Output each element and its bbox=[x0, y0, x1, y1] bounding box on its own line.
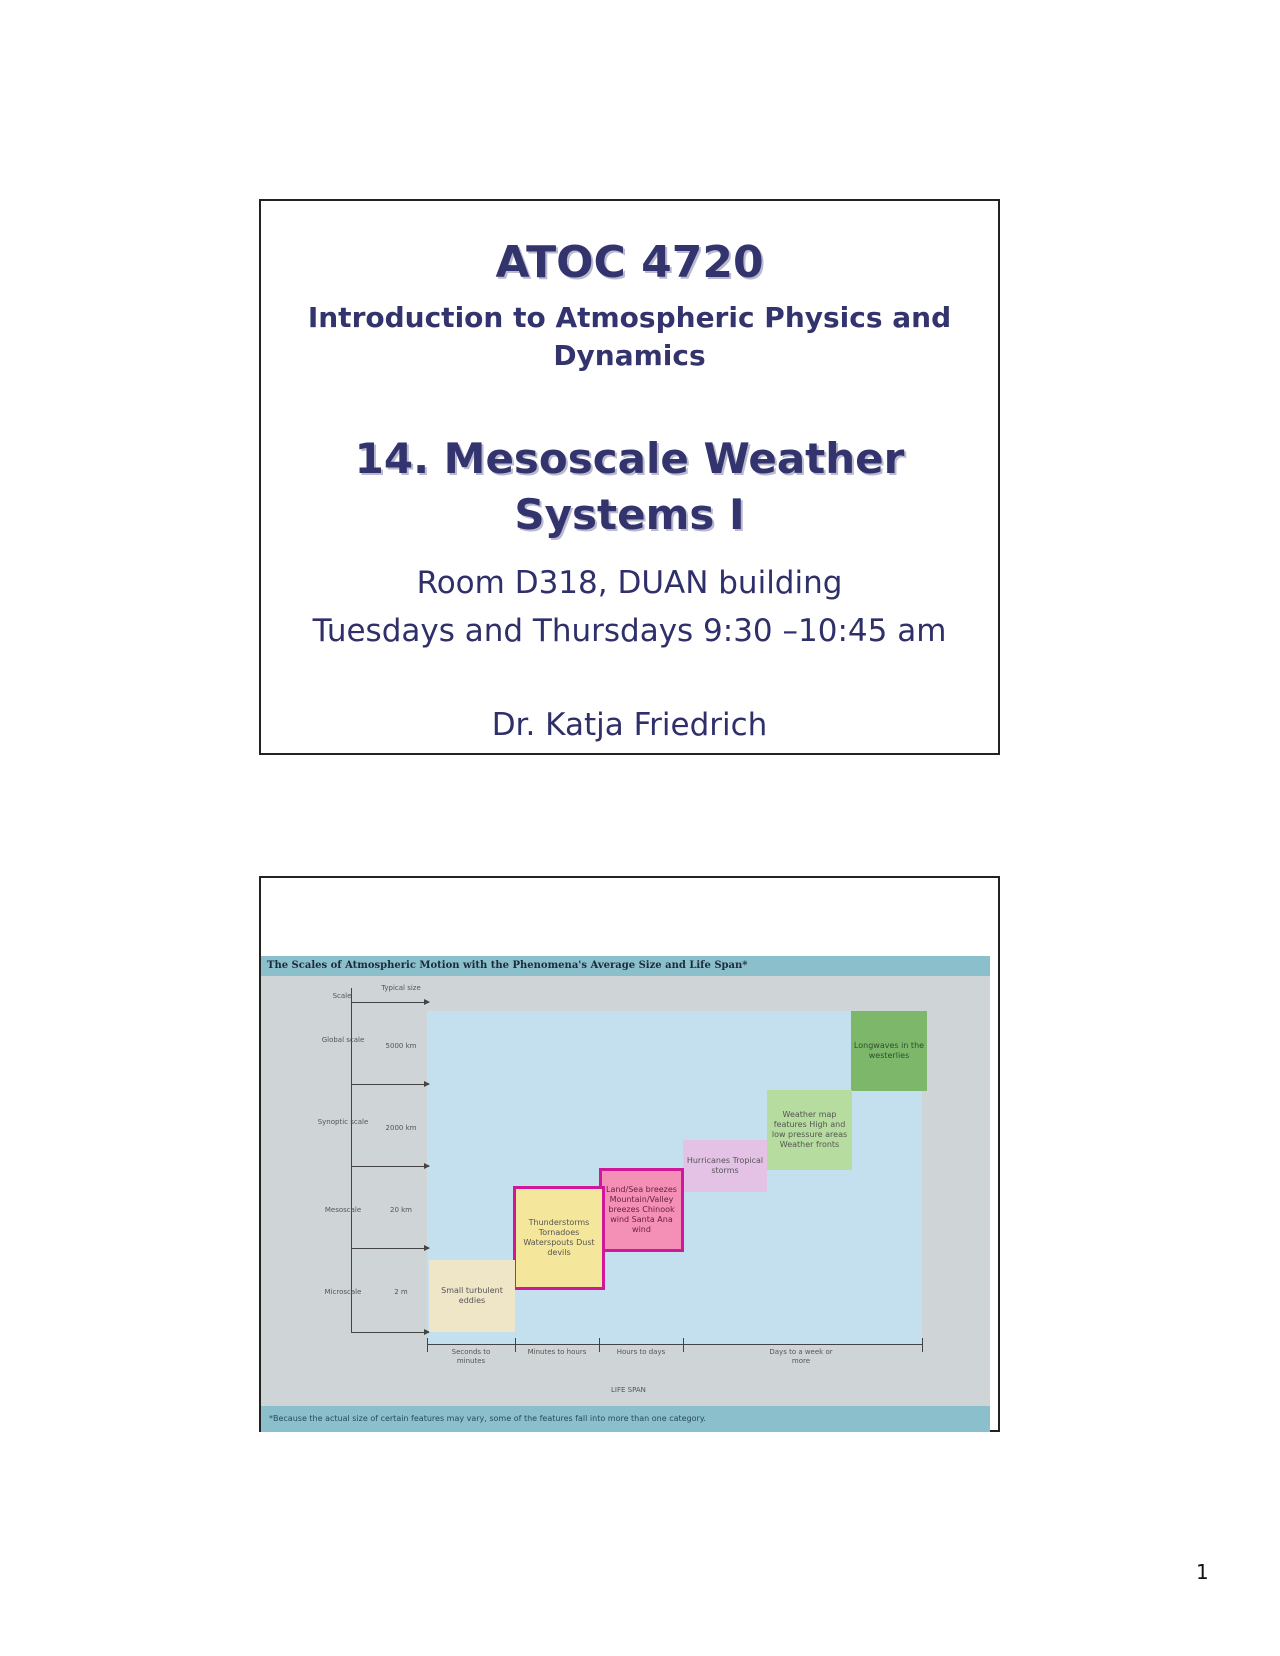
scale-label-mesoscale: Mesoscale bbox=[324, 1206, 362, 1214]
phenomenon-longwaves: Longwaves in the westerlies bbox=[851, 1011, 927, 1091]
scale-label-synoptic: Synoptic scale bbox=[317, 1118, 369, 1126]
size-label-global: 5000 km bbox=[385, 1042, 417, 1050]
room-info: Room D318, DUAN building bbox=[416, 565, 843, 601]
scale-divider bbox=[351, 1084, 429, 1085]
scale-column-header: Scale bbox=[332, 992, 352, 1000]
lecture-title-line2: Systems I bbox=[514, 490, 745, 539]
life-span-axis bbox=[427, 1344, 922, 1345]
life-span-label: Hours to days bbox=[616, 1348, 666, 1356]
size-label-mesoscale: 20 km bbox=[389, 1206, 412, 1214]
scale-label-microscale: Microscale bbox=[324, 1288, 362, 1296]
time-info: Tuesdays and Thursdays 9:30 –10:45 am bbox=[312, 613, 947, 649]
figure-slide bbox=[259, 876, 1000, 1432]
phenomenon-land-sea-breezes: Land/Sea breezes Mountain/Valley breezes Chinook wind Santa Ana wind bbox=[599, 1168, 684, 1252]
scale-divider bbox=[351, 1248, 429, 1249]
title-slide bbox=[259, 199, 1000, 755]
lecture-title bbox=[281, 431, 978, 543]
phenomenon-thunderstorms: Thunderstorms Tornadoes Waterspouts Dust devils bbox=[513, 1186, 605, 1290]
scale-label-global: Global scale bbox=[321, 1036, 365, 1044]
life-span-axis-title: LIFE SPAN bbox=[611, 1386, 646, 1394]
life-span-label: Seconds to minutes bbox=[451, 1348, 491, 1365]
scales-figure bbox=[261, 956, 990, 1432]
course-title: ATOC 4720 bbox=[495, 237, 764, 288]
phenomenon-weather-map: Weather map features High and low pressure areas Weather fronts bbox=[767, 1090, 852, 1170]
course-subtitle bbox=[281, 299, 978, 375]
course-subtitle-line1: Introduction to Atmospheric Physics and bbox=[307, 301, 952, 334]
instructor-name: Dr. Katja Friedrich bbox=[491, 707, 768, 743]
phenomenon-hurricanes: Hurricanes Tropical storms bbox=[683, 1140, 767, 1192]
life-span-tick bbox=[427, 1338, 428, 1352]
scale-divider bbox=[351, 1166, 429, 1167]
scale-divider bbox=[351, 1002, 429, 1003]
figure-title: The Scales of Atmospheric Motion with the Phenomena's Average Size and Life Span* bbox=[261, 956, 990, 976]
size-column-header: Typical size bbox=[381, 984, 421, 992]
size-label-microscale: 2 m bbox=[394, 1288, 408, 1296]
size-label-synoptic: 2000 km bbox=[385, 1124, 417, 1132]
phenomenon-eddies: Small turbulent eddies bbox=[429, 1260, 515, 1332]
lecture-title-line1: 14. Mesoscale Weather bbox=[354, 434, 905, 483]
scale-divider bbox=[351, 1332, 429, 1333]
page-number: 1 bbox=[1196, 1560, 1209, 1584]
life-span-tick bbox=[683, 1338, 684, 1352]
life-span-tick bbox=[922, 1338, 923, 1352]
life-span-tick bbox=[599, 1338, 600, 1352]
life-span-tick bbox=[515, 1338, 516, 1352]
course-subtitle-line2: Dynamics bbox=[553, 339, 706, 372]
life-span-label: Minutes to hours bbox=[527, 1348, 587, 1356]
life-span-label: Days to a week or more bbox=[769, 1348, 833, 1365]
figure-footnote: *Because the actual size of certain features may vary, some of the features fall into more than one category. bbox=[261, 1406, 990, 1432]
